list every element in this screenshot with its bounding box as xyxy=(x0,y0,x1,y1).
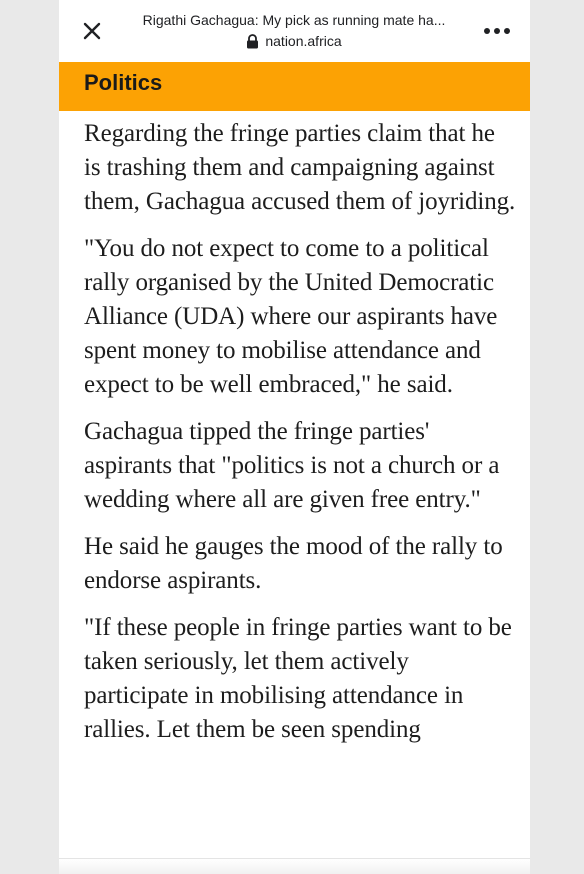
page-title: Rigathi Gachagua: My pick as running mate ha... xyxy=(142,12,446,28)
article-body xyxy=(84,117,516,760)
site-domain: nation.africa xyxy=(265,33,342,49)
close-icon xyxy=(83,22,101,40)
section-header-bar xyxy=(59,62,530,111)
more-horizontal-icon xyxy=(483,27,511,35)
bottom-edge-overlay xyxy=(59,858,530,874)
custom-tab-toolbar xyxy=(59,0,530,63)
close-button[interactable] xyxy=(77,16,107,46)
toolbar-title-area[interactable] xyxy=(119,10,469,50)
article-page xyxy=(59,0,530,874)
section-label-politics[interactable]: Politics xyxy=(84,70,163,95)
url-row xyxy=(119,32,469,50)
article-paragraph: Gachagua tipped the fringe parties' aspirants that "politics is not a church or a wedding where all are given free entry." xyxy=(84,418,500,513)
more-options-button[interactable] xyxy=(479,16,515,46)
article-paragraph: "You do not expect to come to a political rally organised by the United Democratic Alliance (UDA) where our aspirants have spent money to mobilise attendance and expect to be well embraced," he said. xyxy=(84,235,498,398)
article-paragraph: "If these people in fringe parties want to be taken seriously, let them actively participate in mobilising attendance in rallies. Let them be seen spending xyxy=(84,614,512,743)
article-paragraph: Regarding the fringe parties claim that he is trashing them and campaigning against them, Gachagua accused them of joyriding. xyxy=(84,120,516,215)
article-paragraph: He said he gauges the mood of the rally to endorse aspirants. xyxy=(84,533,503,594)
lock-icon xyxy=(246,34,259,49)
